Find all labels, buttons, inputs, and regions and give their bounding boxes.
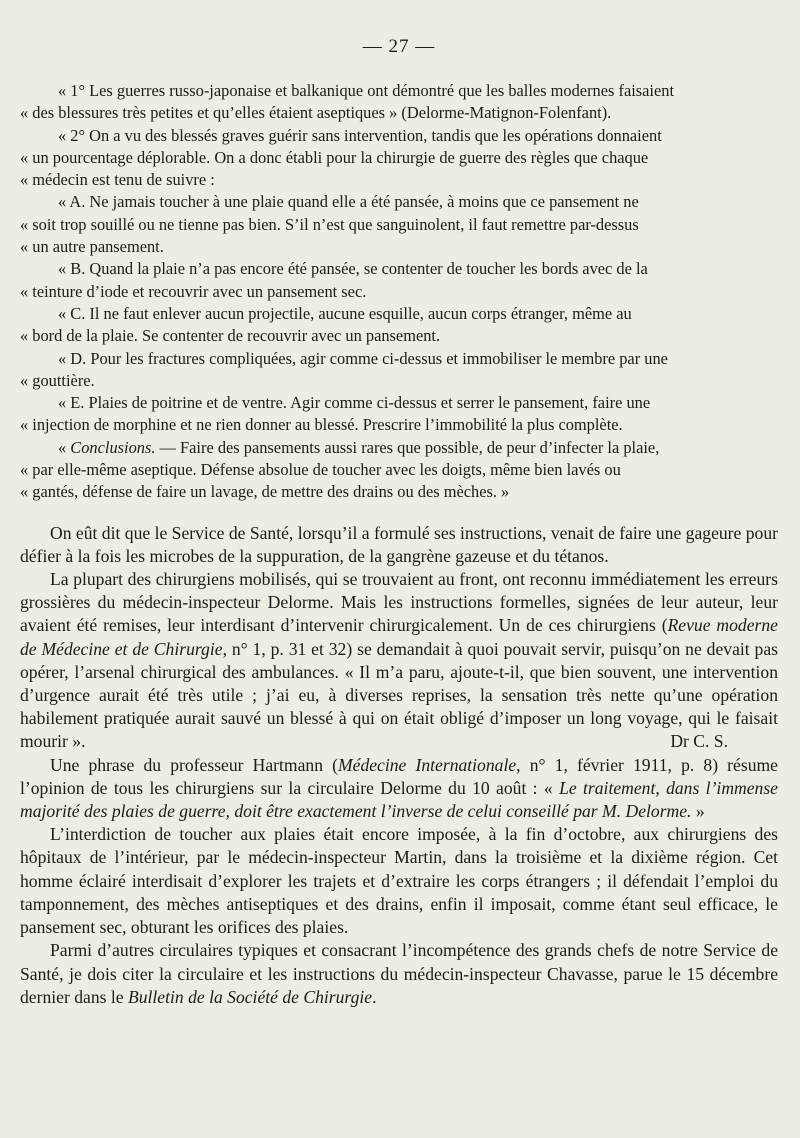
quote-line: « C. Il ne faut enlever aucun projectile, aucune esquille, aucun corps étranger, même au xyxy=(58,303,632,323)
quote-conclusions: « Conclusions. — Faire des pansements aussi rares que possible, de peur d’infecter la plaie, xyxy=(58,437,660,457)
journal-title: Bulletin de la Société de Chirurgie xyxy=(127,986,373,1007)
quote-line: « injection de morphine et ne rien donner au blessé. Prescrire l’immobilité la plus complète. xyxy=(20,415,623,435)
quote-line: « bord de la plaie. Se contenter de recouvrir avec un pansement. xyxy=(20,326,441,346)
paragraph-interdiction: L’interdiction de toucher aux plaies était encore imposée, à la fin d’octobre, aux chirurgiens des hôpitaux de l’intérieur, par le médecin-inspecteur Martin, dans la troisième et la dixième région. Cet homme éclairé interdisait d’explorer les trajets et d’extraire les corps étrangers ; il défendait l’emploi du tamponnement, des mèches antiseptiques et des drains, enfin il imposait, comme étant seul efficace, le pansement sec, obturant les orifices des plaies. xyxy=(20,824,778,938)
journal-title: Médecine Internationale xyxy=(337,754,517,775)
quoted-instructions xyxy=(20,80,778,504)
conclusions-label: Conclusions. xyxy=(70,437,156,457)
quote-line: « gantés, défense de faire un lavage, de mettre des drains ou des mèches. » xyxy=(20,482,510,502)
quote-line: « teinture d’iode et recouvrir avec un pansement sec. xyxy=(20,281,367,301)
paragraph-hartmann: Une phrase du professeur Hartmann (Médecine Internationale, n° 1, février 1911, p. 8) résume l’opinion de tous les chirurgiens sur la circulaire Delorme du 10 août : « Le traitement, dans l’immense majorité des plaies de guerre, doit être exactement l’inverse de celui conseillé par M. Delorme. » xyxy=(20,754,778,822)
quote-line: « 2° On a vu des blessés graves guérir sans intervention, tandis que les opérations donnaient xyxy=(58,125,662,145)
paragraph-chirurgiens-mobilises: La plupart des chirurgiens mobilisés, qui se trouvaient au front, ont reconnu immédiatement les erreurs grossières du médecin-inspecteur Delorme. Mais les instructions formelles, signées de leur auteur, leur avaient été remises, leur interdisant d’intervenir chirurgicalement. Un de ces chirurgiens (Revue moderne de Médecine et de Chirurgie, n° 1, p. 31 et 32) se demandait à quoi pouvait servir, puisqu’on ne devait pas opérer, l’arsenal chirurgical des ambulances. « Il m’a paru, ajoute-t-il, que bien souvent, une intervention d’urgence aurait été très utile ; j’ai eu, à diverses reprises, la sensation très nette qu’une opération habilement pratiquée aurait sauvé un blessé à qui on était obligé d’imposer un long voyage, qui le faisait mourir ». Dr C. S. xyxy=(20,568,778,754)
quote-line: « 1° Les guerres russo-japonaise et balkanique ont démontré que les balles modernes faisaient xyxy=(58,81,675,100)
body-text xyxy=(20,522,778,1009)
quote-line: « D. Pour les fractures compliquées, agir comme ci-dessus et immobiliser le membre par une xyxy=(58,348,668,368)
quote-paragraph-1 xyxy=(20,80,778,102)
quote-line: « gouttière. xyxy=(20,370,95,390)
hartmann-quote: Le traitement, dans l’immense majorité des plaies de guerre, doit être exactement l’inverse de celui conseillé par M. Delorme. xyxy=(20,777,778,822)
journal-title: Revue moderne de Médecine et de Chirurgie xyxy=(20,615,778,659)
quote-line: « B. Quand la plaie n’a pas encore été pansée, se contenter de toucher les bords avec de la xyxy=(58,259,648,279)
quote-line: « un autre pansement. xyxy=(20,237,164,257)
quote-line: « par elle-même aseptique. Défense absolue de toucher avec les doigts, même bien lavés ou xyxy=(20,460,621,480)
quote-line: « médecin est tenu de suivre : xyxy=(20,170,215,190)
quote-line: « des blessures très petites et qu’elles étaient aseptiques » (Delorme-Matignon-Folenfant). xyxy=(20,103,612,123)
quote-line: « un pourcentage déplorable. On a donc établi pour la chirurgie de guerre des règles que chaque xyxy=(20,147,649,167)
quote-line: « A. Ne jamais toucher à une plaie quand elle a été pansée, à moins que ce pansement ne xyxy=(58,192,639,212)
page-number: — 27 — xyxy=(362,36,436,57)
paragraph-service-de-sante: On eût dit que le Service de Santé, lorsqu’il a formulé ses instructions, venait de faire une gageure pour défier à la fois les microbes de la suppuration, de la gangrène gazeuse et du tétanos. xyxy=(20,522,778,566)
quote-line: « E. Plaies de poitrine et de ventre. Agir comme ci-dessus et serrer le pansement, faire une xyxy=(58,393,651,413)
signature-initials: Dr C. S. xyxy=(670,731,728,752)
paragraph-circulaires: Parmi d’autres circulaires typiques et consacrant l’incompétence des grands chefs de notre Service de Santé, je dois citer la circulaire et les instructions du médecin-inspecteur Chavasse, parue le 15 décembre dernier dans le Bulletin de la Société de Chirurgie. xyxy=(20,940,778,1007)
quote-line: « soit trop souillé ou ne tienne pas bien. S’il n’est que sanguinolent, il faut remettre par-dessus xyxy=(20,214,639,234)
